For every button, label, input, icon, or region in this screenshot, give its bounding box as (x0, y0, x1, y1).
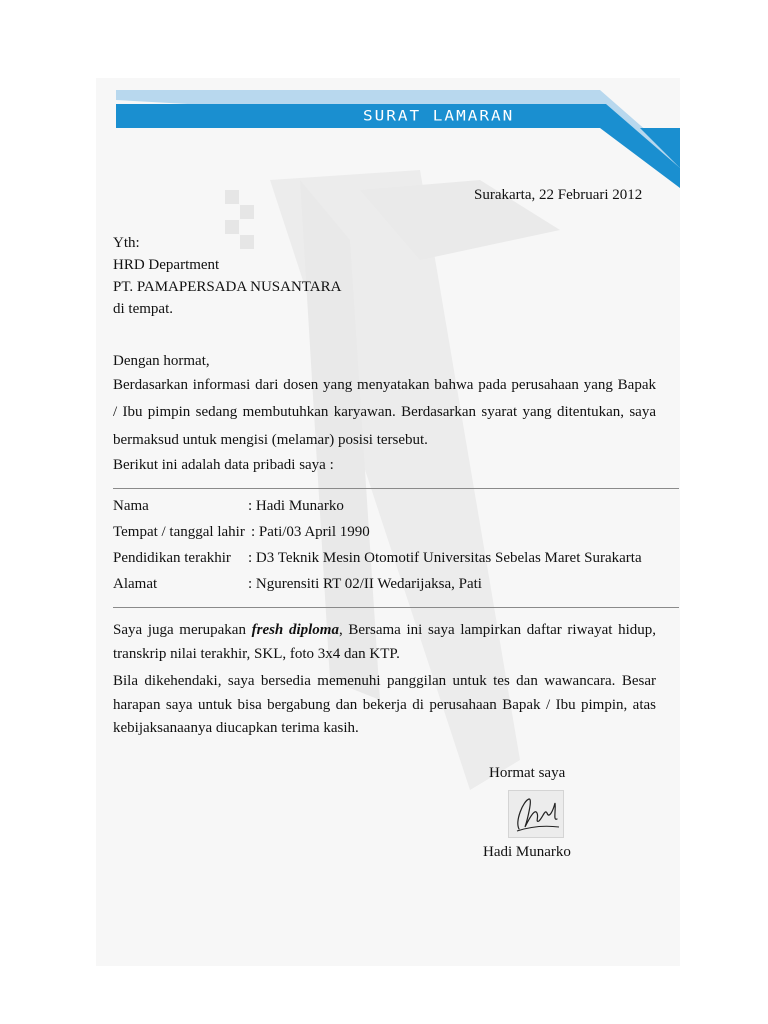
birth-value: : Pati/03 April 1990 (251, 524, 370, 540)
name-label: Nama (113, 498, 149, 514)
signature-image (508, 790, 564, 838)
intro-line-3: bermaksud untuk mengisi (melamar) posisi tersebut. (113, 432, 428, 448)
recipient-line-2: HRD Department (113, 257, 220, 273)
header-banner (0, 0, 768, 200)
para3-line-3: kebijaksanaanya diucapkan terima kasih. (113, 720, 359, 736)
header-title: SURAT LAMARAN (363, 106, 515, 125)
para3-line-2: harapan saya untuk bisa bergabung dan bekerja di perusahaan Bapak / Ibu pimpin, atas (113, 697, 656, 713)
para3-line-1: Bila dikehendaki, saya bersedia memenuhi panggilan untuk tes dan wawancara. Besar (113, 673, 656, 689)
recipient-line-1: Yth: (113, 235, 140, 251)
birth-label: Tempat / tanggal lahir (113, 524, 245, 540)
closing: Hormat saya (489, 765, 566, 781)
recipient-line-3: PT. PAMAPERSADA NUSANTARA (113, 279, 342, 295)
intro-line-2: / Ibu pimpin sedang membutuhkan karyawan. Berdasarkan syarat yang ditentukan, saya (113, 404, 656, 420)
education-value: : D3 Teknik Mesin Otomotif Universitas Sebelas Maret Surakarta (248, 550, 642, 566)
intro-line-1: Berdasarkan informasi dari dosen yang menyatakan bahwa pada perusahaan yang Bapak (113, 377, 656, 393)
education-label: Pendidikan terakhir (113, 550, 231, 566)
name-value: : Hadi Munarko (248, 498, 344, 514)
place-date: Surakarta, 22 Februari 2012 (474, 187, 643, 203)
signature-scribble (509, 791, 563, 837)
para2-line-1: Saya juga merupakan fresh diploma, Bersama ini saya lampirkan daftar riwayat hidup, (113, 622, 656, 638)
divider-top (113, 488, 679, 489)
recipient-line-4: di tempat. (113, 301, 173, 317)
address-label: Alamat (113, 576, 158, 592)
fresh-diploma-emphasis: fresh diploma (251, 622, 339, 638)
divider-bottom (113, 607, 679, 608)
data-intro: Berikut ini adalah data pribadi saya : (113, 457, 334, 473)
para2-line-2: transkrip nilai terakhir, SKL, foto 3x4 dan KTP. (113, 646, 400, 662)
signature-name: Hadi Munarko (483, 844, 571, 860)
address-value: : Ngurensiti RT 02/II Wedarijaksa, Pati (248, 576, 482, 592)
greeting: Dengan hormat, (113, 353, 210, 369)
